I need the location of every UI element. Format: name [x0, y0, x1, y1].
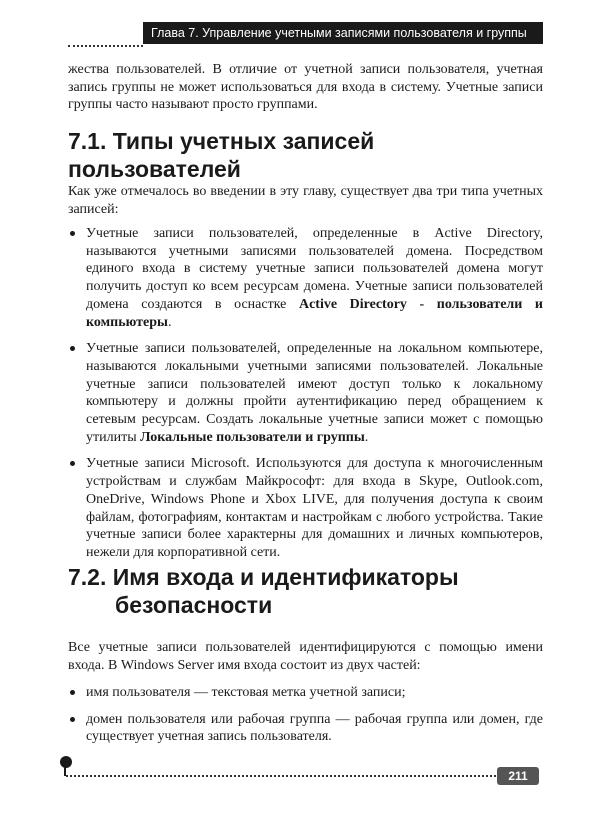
header-dotted-rule	[68, 45, 143, 47]
list-item-text: Учетные записи Microsoft. Используются для доступа к многочисленным устройствам и службам Майкрософт: для входа в Skype, Outlook.com, OneDrive, Windows Phone и Xbox LIVE, для получения доступа к своим файлам, фотографиям, контактам и настройкам с любого устройства. Такие учетные записи более характерны для домашних и личных компьютеров, нежели для корпоративной сети.	[86, 456, 543, 560]
list-item	[68, 711, 543, 746]
list-item-text: Учетные записи пользователей, определенные в Active Directory, называются учетными записями пользователей домена. Посредством единого входа в систему учетные записи пользователей домена могут получить доступ ко всем ресурсам домена. Учетные записи пользователей домена создаются в оснастке	[86, 226, 543, 312]
footer-bullet-mark	[60, 756, 72, 768]
chapter-header: Глава 7. Управление учетными записями пользователя и группы	[143, 22, 543, 44]
list-item-text: Учетные записи пользователей, определенные на локальном компьютере, называются локальными учетными записями пользователей. Локальные учетные записи пользователей имеют доступ только к локальному компьютеру и должны пройти аутентификацию перед обращением к сетевым ресурсам. Создать локальные учетные записи может с помощью утилиты	[86, 341, 543, 445]
list-item-text: имя пользователя — текстовая метка учетной записи;	[86, 685, 406, 700]
top-paragraph: жества пользователей. В отличие от учетной записи пользователя, учетная запись группы не может использоваться для входа в систему. Учетные записи группы часто называют просто группами.	[68, 62, 543, 113]
list-item	[68, 684, 543, 702]
list-item-text: домен пользователя или рабочая группа — рабочая группа или домен, где существует учетная запись пользователя.	[86, 711, 543, 745]
page-number: 211	[497, 767, 539, 785]
section-heading-7-2	[68, 563, 543, 619]
list-item-end: .	[167, 314, 172, 330]
section-heading-7-1: 7.1. Типы учетных записей пользователей	[68, 128, 375, 182]
heading-line-1: 7.2. Имя входа и идентификаторы	[68, 564, 459, 590]
list-item	[68, 225, 543, 331]
snap-in-name: Active Directory - пользователи и компьютеры	[86, 296, 543, 330]
list-item	[68, 455, 543, 561]
heading-line-2: безопасности	[115, 592, 273, 618]
utility-name: Локальные пользователи и группы	[140, 429, 365, 445]
section2-intro: Все учетные записи пользователей идентифицируются с помощью имени входа. В Windows Server имя входа состоит из двух частей:	[68, 640, 543, 673]
list-item	[68, 340, 543, 446]
footer-dotted-rule	[66, 775, 496, 777]
section1-intro: Как уже отмечалось во введении в эту главу, существует два три типа учетных записей:	[68, 184, 543, 217]
account-types-list	[68, 225, 543, 571]
login-name-parts-list	[68, 684, 543, 755]
list-item-end: .	[364, 429, 369, 445]
